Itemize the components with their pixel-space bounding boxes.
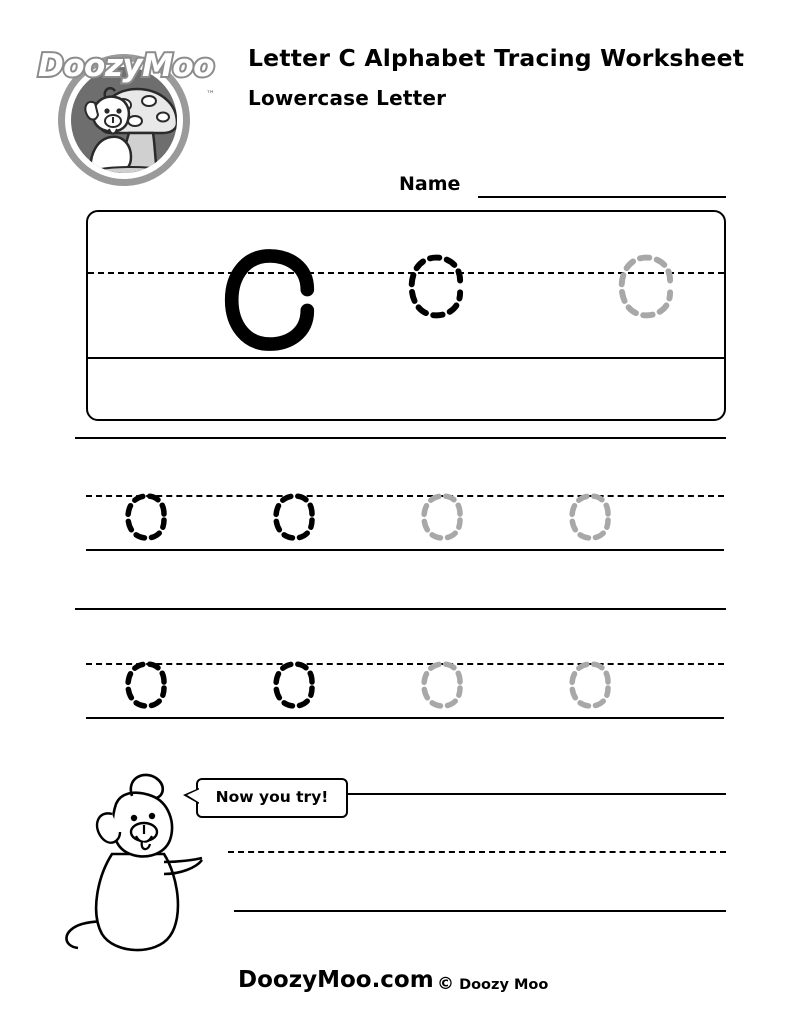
blank-row-midline[interactable] xyxy=(228,851,726,853)
page-title: Letter C Alphabet Tracing Worksheet xyxy=(248,44,745,72)
doozy-moo-logo xyxy=(30,30,215,185)
blank-row-baseline[interactable] xyxy=(234,910,726,912)
practice-row-2-letters xyxy=(86,646,726,736)
speech-bubble-text: Now you try! xyxy=(215,788,329,806)
logo-wordmark xyxy=(38,48,214,84)
name-label: Name xyxy=(399,173,461,195)
name-input-line[interactable] xyxy=(478,196,726,198)
demo-box-underline xyxy=(75,437,726,439)
speech-bubble xyxy=(196,778,348,818)
practice-row-1-letters xyxy=(86,478,726,568)
copyright-owner: Doozy Moo xyxy=(459,977,549,993)
logo-trademark: ™ xyxy=(206,90,215,100)
practice-row-1-underline xyxy=(75,608,726,610)
page-subtitle: Lowercase Letter xyxy=(248,86,447,110)
footer-website: DoozyMoo.com xyxy=(238,967,434,993)
demo-row-letters xyxy=(86,210,726,421)
footer-copyright xyxy=(437,974,548,994)
copyright-symbol: © xyxy=(437,974,454,994)
logo-wordmark-text: DoozyMoo xyxy=(38,48,215,84)
